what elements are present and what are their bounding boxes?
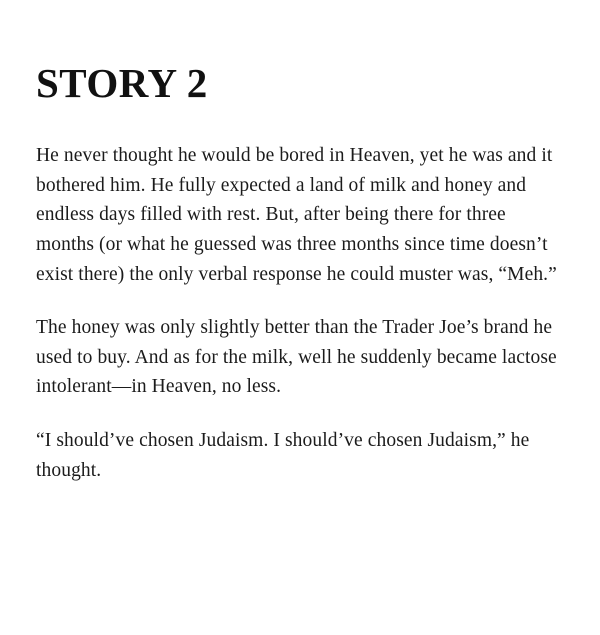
paragraph: “I should’ve chosen Judaism. I should’ve chosen Judaism,” he thought.	[36, 430, 530, 481]
paragraph: The honey was only slightly better than the Trader Joe’s brand he used to buy. And as for the milk, well he suddenly became lactose intolerant—in Heaven, no less.	[36, 317, 557, 398]
page-title: STORY 2	[36, 60, 208, 106]
story-body	[36, 141, 564, 485]
paragraph: He never thought he would be bored in Heaven, yet he was and it bothered him. He fully expected a land of milk and honey and endless days filled with rest. But, after being there for three months (or what he guessed was three months since time doesn’t exist there) the only verbal response he could muster was, “Meh.”	[36, 145, 557, 285]
